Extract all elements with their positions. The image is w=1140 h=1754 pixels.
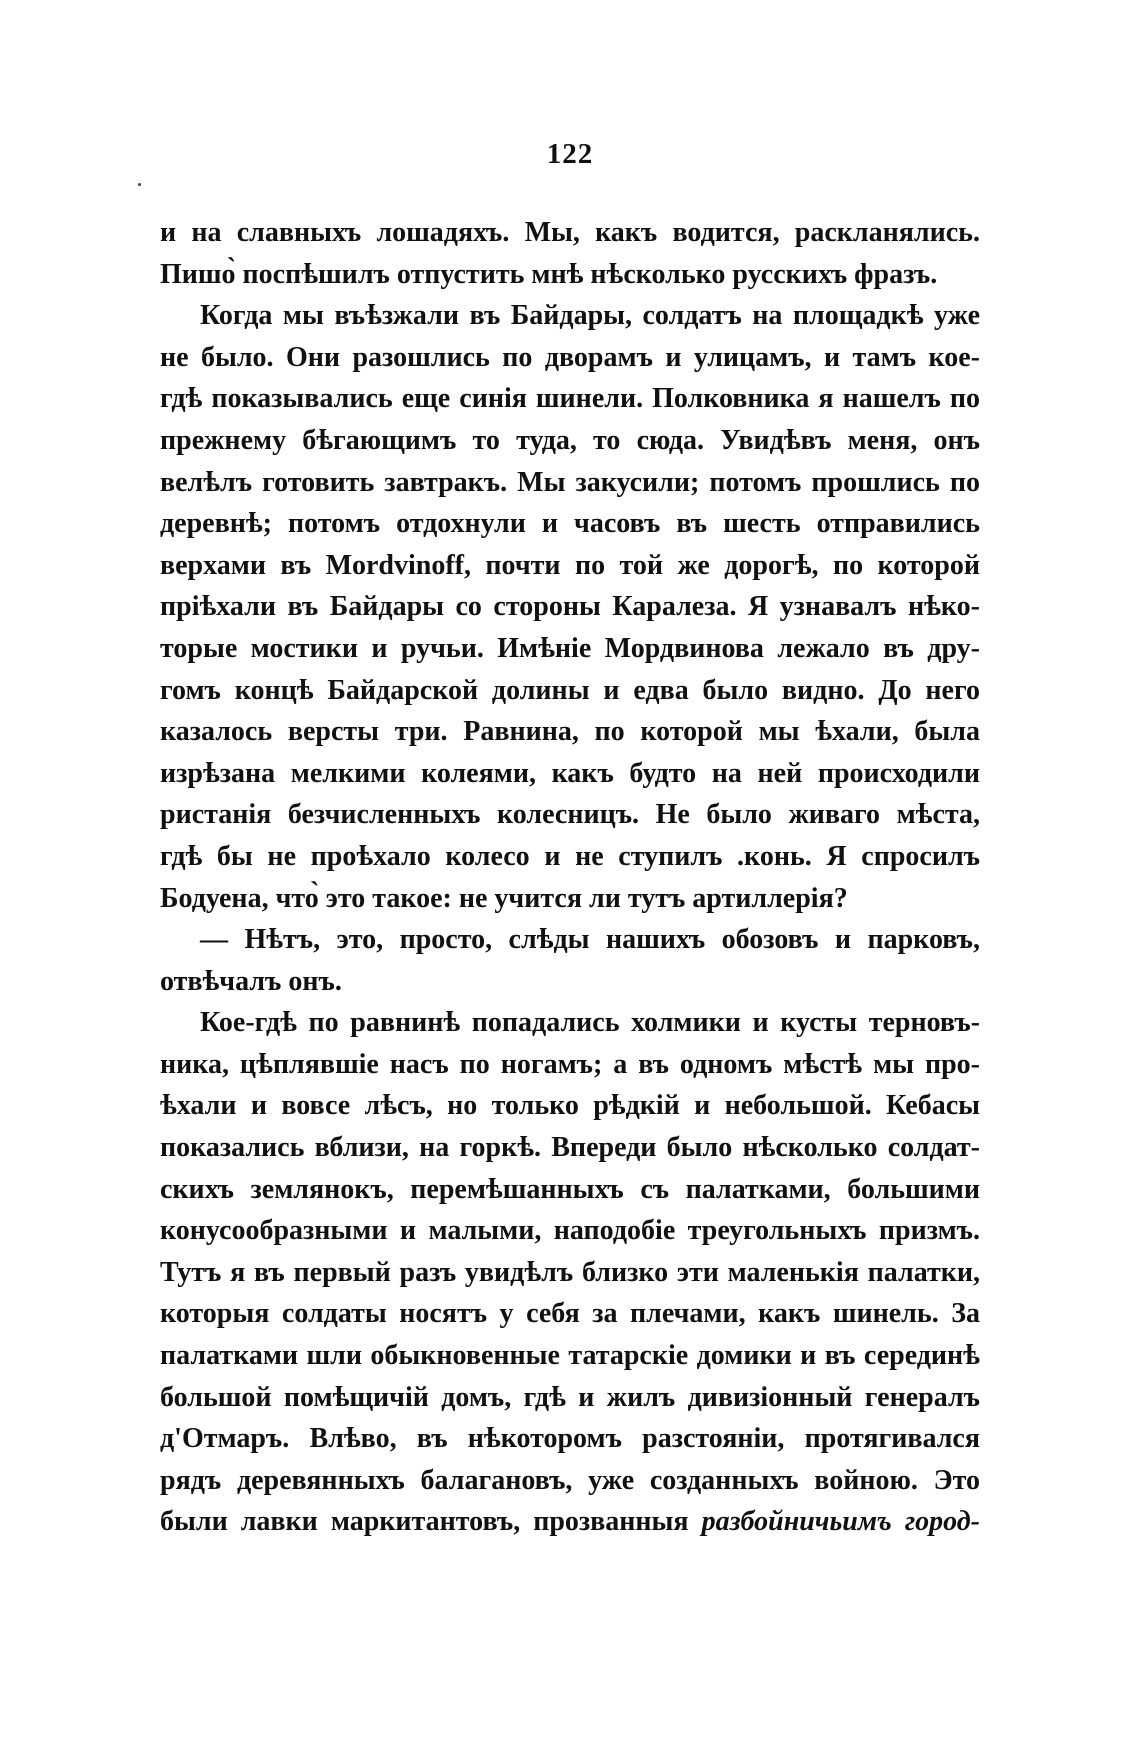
text-line-content: не было. Они разошлись по дворамъ и улицамъ, и тамъ кое- [160, 341, 980, 373]
text-line-content: ѣхали и вовсе лѣсъ, но только рѣдкій и небольшой. Кебасы [160, 1090, 980, 1122]
text-line-content: Пишо̀ поспѣшилъ отпустить мнѣ нѣсколько русскихъ фразъ. [160, 258, 938, 290]
text-line-content: большой помѣщичій домъ, гдѣ и жилъ дивизіонный генералъ [160, 1381, 980, 1413]
text-line [160, 1044, 980, 1086]
text-line [160, 1460, 980, 1502]
text-line [160, 1002, 980, 1044]
text-line [160, 711, 980, 753]
text-line [160, 1335, 980, 1377]
text-line-content: Тутъ я въ первый разъ увидѣлъ близко эти маленькія палатки, [160, 1256, 980, 1288]
text-line [160, 836, 980, 878]
text-line-content: пріѣхали въ Байдары со стороны Каралеза. Я узнавалъ нѣко- [160, 591, 980, 623]
text-line-content: гомъ концѣ Байдарской долины и едва было видно. До него [160, 674, 980, 706]
text-line [160, 753, 980, 795]
text-line [160, 1501, 980, 1543]
text-line-content: Кое-гдѣ по равнинѣ попадались холмики и кусты терновъ- [200, 1007, 980, 1039]
text-line [160, 878, 980, 920]
text-line [160, 961, 980, 1003]
text-line [160, 545, 980, 587]
text-line-content: д'Отмаръ. Влѣво, въ нѣкоторомъ разстояніи, протягивался [160, 1423, 980, 1455]
text-line [160, 462, 980, 504]
text-line-content: деревнѣ; потомъ отдохнули и часовъ въ шесть отправились [160, 508, 980, 540]
text-line-content: были лавки маркитантовъ, прозванныя [160, 1506, 689, 1538]
text-line [160, 1210, 980, 1252]
italic-phrase: разбойничьимъ город- [701, 1506, 980, 1538]
text-line-content: Бодуена, что̀ это такое: не учится ли тутъ артиллерія? [160, 882, 848, 914]
text-line-content: торые мостики и ручьи. Имѣніе Мордвинова лежало въ дру- [160, 632, 980, 664]
text-line-content: Когда мы въѣзжали въ Байдары, солдатъ на площадкѣ уже [200, 300, 980, 332]
text-line-content: — Нѣтъ, это, просто, слѣды нашихъ обозовъ и парковъ, [200, 924, 980, 956]
text-line-content: конусообразными и малыми, наподобіе треугольныхъ призмъ. [160, 1215, 980, 1247]
text-line-content: прежнему бѣгающимъ то туда, то сюда. Увидѣвъ меня, онъ [160, 424, 980, 456]
text-line-content: рядъ деревянныхъ балагановъ, уже созданныхъ войною. Это [160, 1464, 980, 1496]
text-line-content: палатками шли обыкновенные татарскіе домики и въ серединѣ [160, 1340, 980, 1372]
text-line-content: казалось версты три. Равнина, по которой мы ѣхали, была [160, 716, 980, 748]
text-line [160, 794, 980, 836]
text-line [160, 1127, 980, 1169]
text-line [160, 420, 980, 462]
text-line-content: показались вблизи, на горкѣ. Впереди было нѣсколько солдат- [160, 1132, 980, 1164]
text-line-content: ника, цѣплявшіе насъ по ногамъ; а въ одномъ мѣстѣ мы про- [160, 1048, 980, 1080]
text-line-content: и на славныхъ лошадяхъ. Мы, какъ водится, раскланялись. [160, 217, 980, 248]
text-line [160, 1085, 980, 1127]
text-line [160, 1293, 980, 1335]
page-number: 122 [546, 138, 594, 170]
text-line-content: изрѣзана мелкими колеями, какъ будто на ней происходили [160, 757, 980, 789]
text-line-content: скихъ землянокъ, перемѣшанныхъ съ палатками, большими [160, 1173, 980, 1205]
text-line [160, 1252, 980, 1294]
text-line [160, 586, 980, 628]
text-line [160, 919, 980, 961]
text-line [160, 212, 980, 254]
text-line [160, 670, 980, 712]
text-line-content: которыя солдаты носятъ у себя за плечами, какъ шинель. За [160, 1298, 980, 1330]
text-line-content: отвѣчалъ онъ. [160, 965, 342, 997]
text-line-content: верхами въ Mordvinoff, почти по той же дорогѣ, по которой [160, 549, 980, 581]
text-line-content: велѣлъ готовить завтракъ. Мы закусили; потомъ прошлись по [160, 466, 980, 498]
stray-mark [138, 183, 141, 186]
text-line [160, 1377, 980, 1419]
text-line-content: гдѣ показывались еще синія шинели. Полковника я нашелъ по [160, 383, 980, 415]
text-line [160, 337, 980, 379]
text-line [160, 295, 980, 337]
text-line [160, 378, 980, 420]
text-line [160, 254, 980, 296]
text-line [160, 1418, 980, 1460]
text-line [160, 503, 980, 545]
text-line [160, 1169, 980, 1211]
body-text [160, 212, 980, 1543]
text-line-content: гдѣ бы не проѣхало колесо и не ступилъ .конь. Я спросилъ [160, 840, 980, 872]
text-line [160, 628, 980, 670]
text-line-content: ристанія безчисленныхъ колесницъ. Не было живаго мѣста, [160, 799, 980, 831]
